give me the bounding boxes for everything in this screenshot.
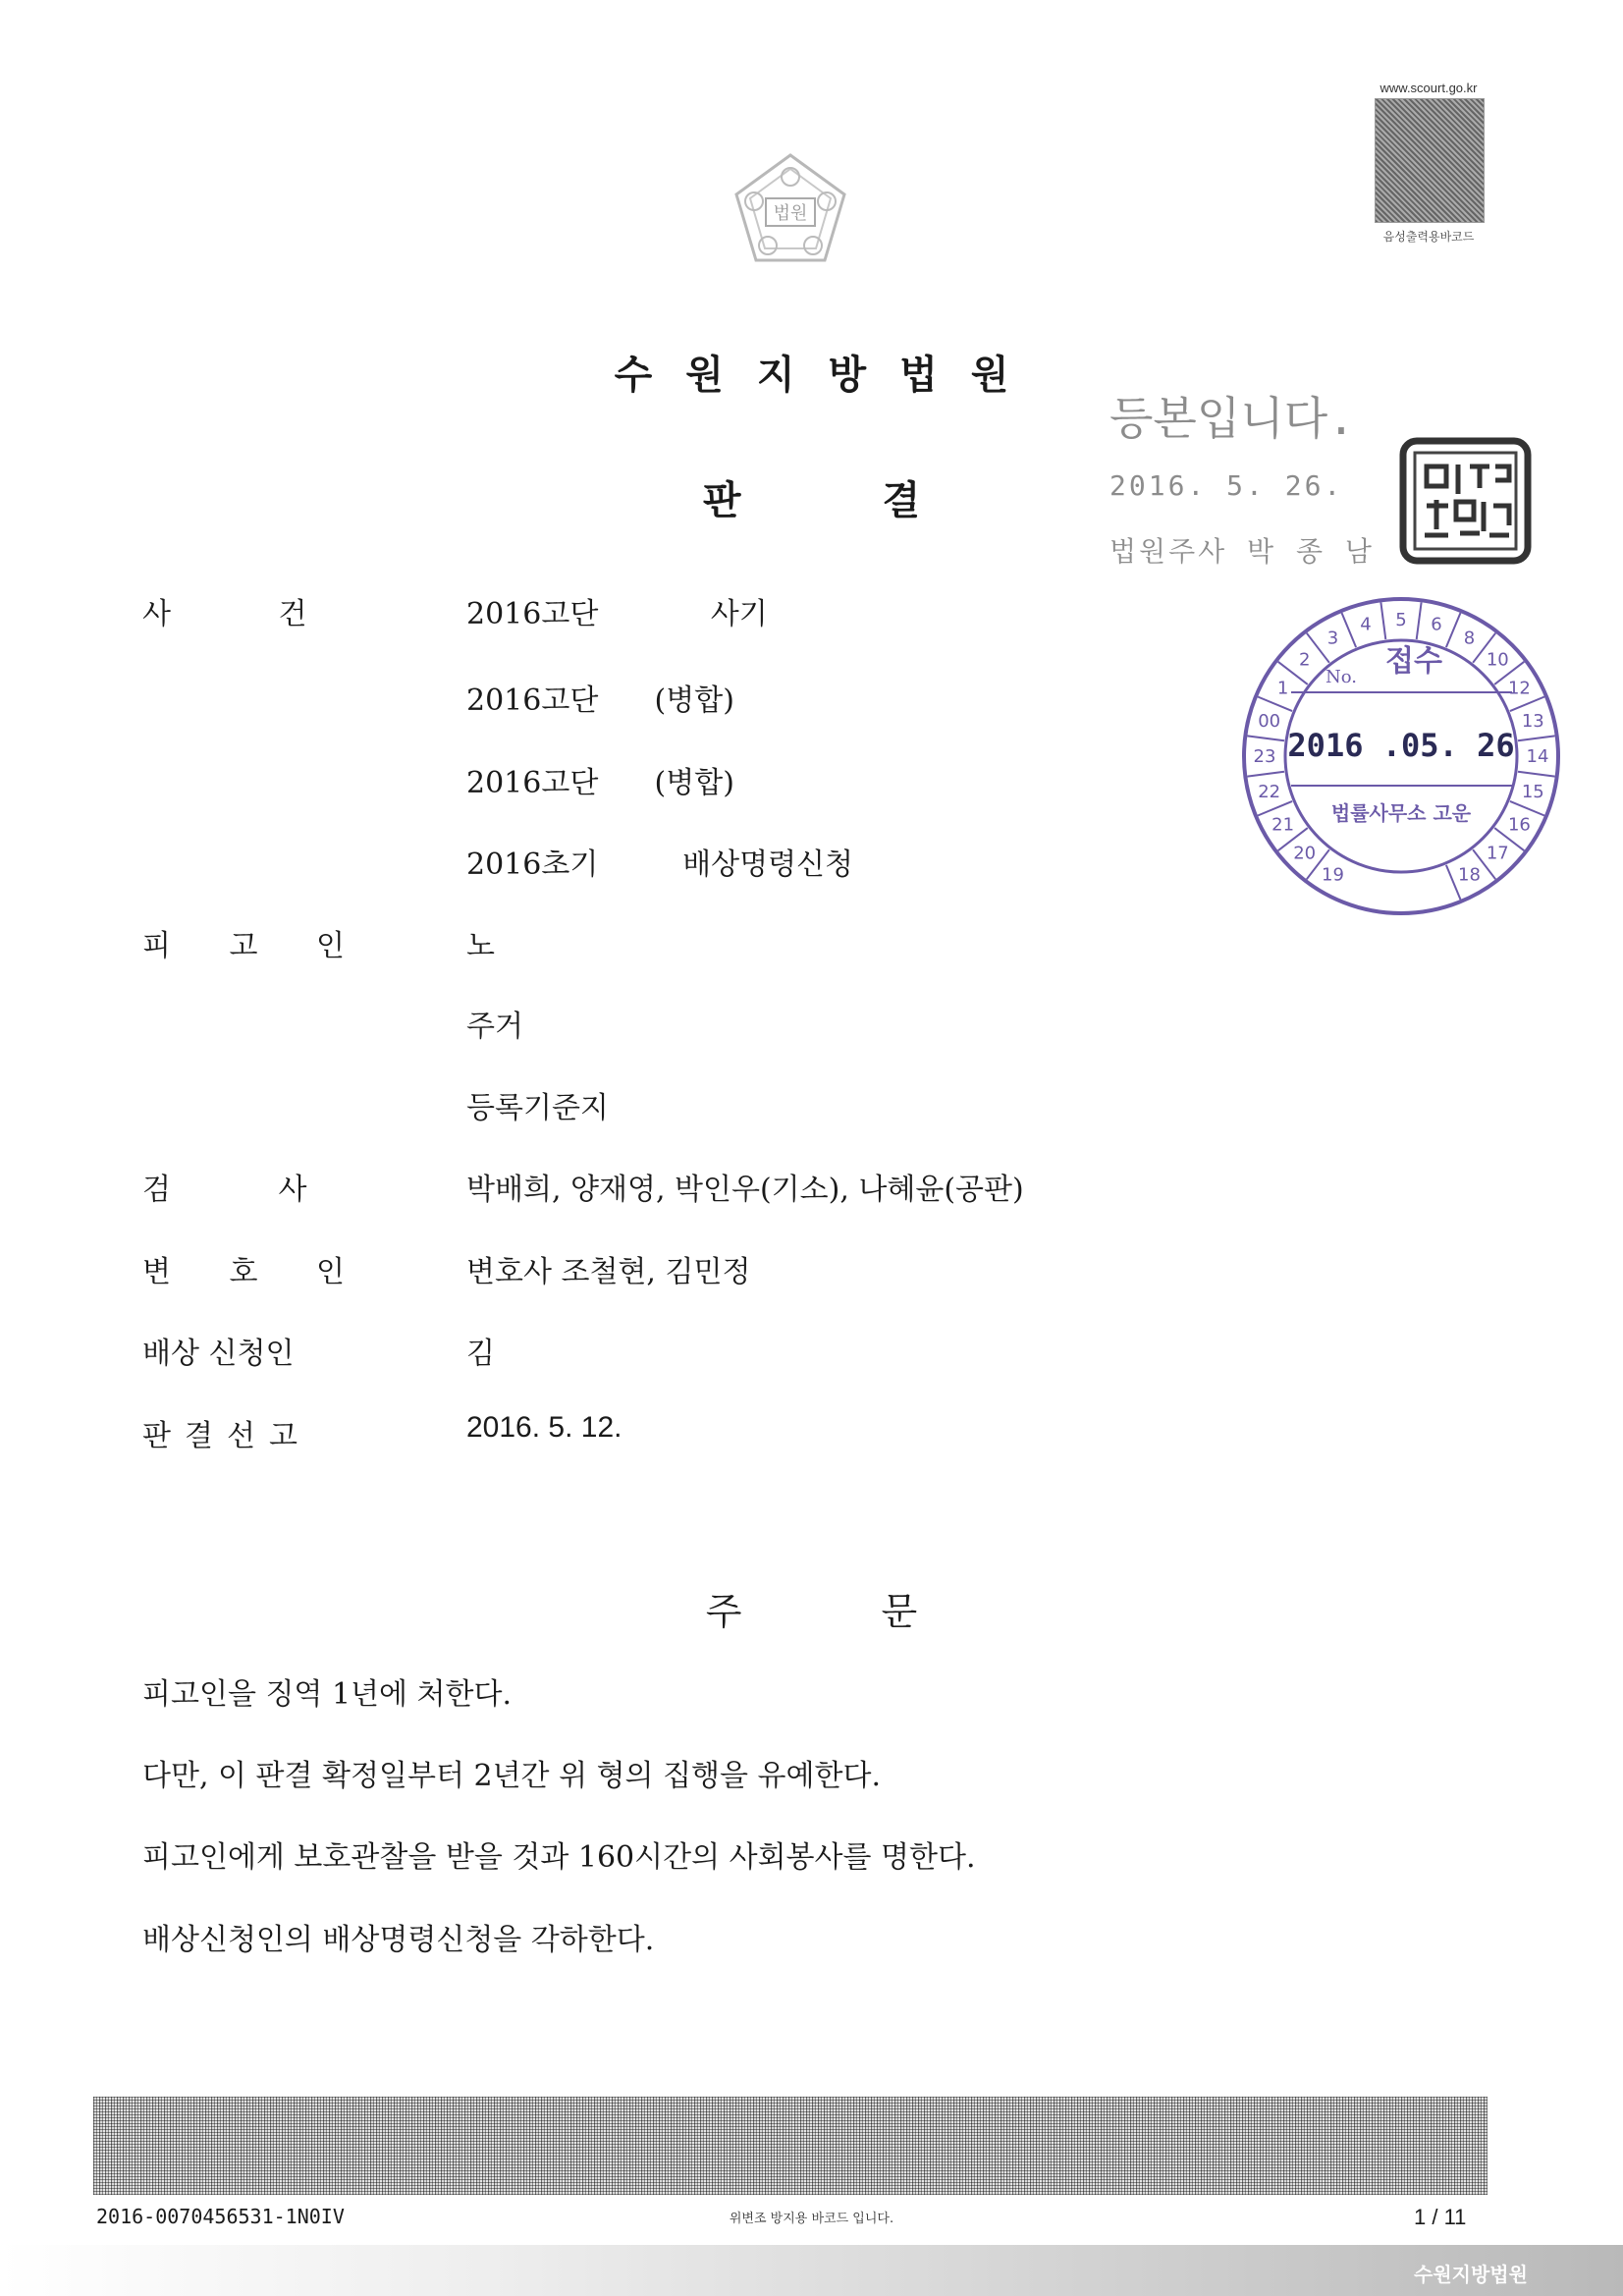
dial-number: 6 xyxy=(1431,614,1442,635)
site-url: www.scourt.go.kr xyxy=(1380,81,1478,95)
dial-number: 3 xyxy=(1326,628,1339,649)
court-emblem-icon xyxy=(727,147,854,275)
dial-number: 17 xyxy=(1486,843,1509,864)
defense-counsel-names: 변호사 조철현, 김민정 xyxy=(466,1255,751,1289)
barcode-note: 위변조 방지용 바코드 입니다. xyxy=(729,2212,894,2226)
compensation-applicant-name: 김 xyxy=(466,1337,495,1371)
dial-number: 18 xyxy=(1458,864,1481,886)
dial-number: 14 xyxy=(1526,746,1549,767)
order-line-3: 피고인에게 보호관찰을 받을 것과 160시간의 사회봉사를 명한다. xyxy=(142,1840,976,1875)
dial-number: 20 xyxy=(1293,843,1317,864)
case-number-3: 2016고단 (병합) xyxy=(466,766,734,800)
dial-tick xyxy=(1518,736,1555,740)
dial-number: 13 xyxy=(1521,711,1544,732)
court-seal-stamp xyxy=(1399,437,1532,565)
defendant-address: 주거 xyxy=(466,1010,523,1044)
prosecutor-label: 검 사 xyxy=(142,1173,307,1207)
court-name-title: 수원지방법원 xyxy=(614,353,1043,398)
dial-number: 19 xyxy=(1322,864,1344,886)
case-number-2: 2016고단 (병합) xyxy=(466,683,734,718)
receipt-no-label: No. xyxy=(1325,667,1357,687)
dial-tick xyxy=(1518,772,1555,777)
dial-number: 10 xyxy=(1486,649,1509,671)
dial-tick xyxy=(1247,736,1284,740)
dial-number: 1 xyxy=(1276,678,1289,699)
order-line-2: 다만, 이 판결 확정일부터 2년간 위 형의 집행을 유예한다. xyxy=(142,1759,882,1793)
document-title: 판 결 xyxy=(702,478,921,523)
sentencing-date-label: 판결선고 xyxy=(142,1419,311,1453)
voice-barcode-label: 음성출력용바코드 xyxy=(1382,230,1475,244)
dial-number: 00 xyxy=(1258,711,1281,732)
certified-copy-text: 등본입니다. xyxy=(1109,392,1355,445)
dial-tick xyxy=(1446,613,1461,647)
receipt-label: 접수 xyxy=(1385,644,1442,679)
dial-tick xyxy=(1510,697,1544,712)
dial-tick xyxy=(1258,801,1292,816)
receipt-date: 2016 .05. 26 xyxy=(1287,727,1515,764)
anti-forgery-barcode xyxy=(93,2097,1488,2195)
dial-number: 4 xyxy=(1360,614,1372,635)
sentencing-date: 2016. 5. 12. xyxy=(466,1411,622,1444)
voice-barcode xyxy=(1375,98,1485,223)
emblem-text: 법원 xyxy=(773,203,808,224)
certified-copy-clerk: 법원주사 박 종 남 xyxy=(1109,535,1375,568)
defense-counsel-label: 변 호 인 xyxy=(142,1255,346,1289)
defendant-name: 노 xyxy=(466,929,495,963)
dial-tick xyxy=(1510,801,1544,816)
footer-court-name: 수원지방법원 xyxy=(1414,2263,1528,2286)
dial-number: 8 xyxy=(1463,628,1476,649)
dial-tick xyxy=(1342,613,1357,647)
document-id: 2016-0070456531-1N0IV xyxy=(96,2205,345,2228)
dial-number: 15 xyxy=(1521,782,1544,802)
order-line-1: 피고인을 징역 1년에 처한다. xyxy=(142,1677,513,1712)
dial-number: 21 xyxy=(1271,814,1295,836)
footer-band xyxy=(0,2245,1623,2296)
receipt-stamp xyxy=(1232,594,1571,918)
defendant-registry: 등록기준지 xyxy=(466,1091,609,1125)
dial-number: 2 xyxy=(1298,649,1311,671)
order-section-title: 주 문 xyxy=(705,1590,918,1633)
dial-number: 5 xyxy=(1395,610,1407,630)
dial-tick xyxy=(1258,697,1292,712)
certified-copy-date: 2016. 5. 26. xyxy=(1109,469,1344,502)
dial-number: 22 xyxy=(1258,782,1281,802)
case-number-1: 2016고단 사기 xyxy=(466,597,768,631)
receipt-office: 법률사무소 고운 xyxy=(1330,801,1472,825)
dial-tick xyxy=(1417,602,1422,639)
compensation-applicant-label: 배상 신청인 xyxy=(142,1337,295,1371)
order-line-4: 배상신청인의 배상명령신청을 각하한다. xyxy=(142,1923,655,1957)
dial-tick xyxy=(1380,602,1385,639)
dial-number: 12 xyxy=(1507,678,1531,699)
dial-number: 16 xyxy=(1507,814,1531,836)
dial-number: 23 xyxy=(1253,746,1276,767)
dial-tick xyxy=(1247,772,1284,777)
page-number: 1 / 11 xyxy=(1414,2205,1467,2229)
case-label: 사 건 xyxy=(142,597,307,631)
defendant-label: 피 고 인 xyxy=(142,929,346,963)
case-number-4: 2016초기 배상명령신청 xyxy=(466,847,854,882)
prosecutor-names: 박배희, 양재영, 박인우(기소), 나혜윤(공판) xyxy=(466,1173,1024,1207)
